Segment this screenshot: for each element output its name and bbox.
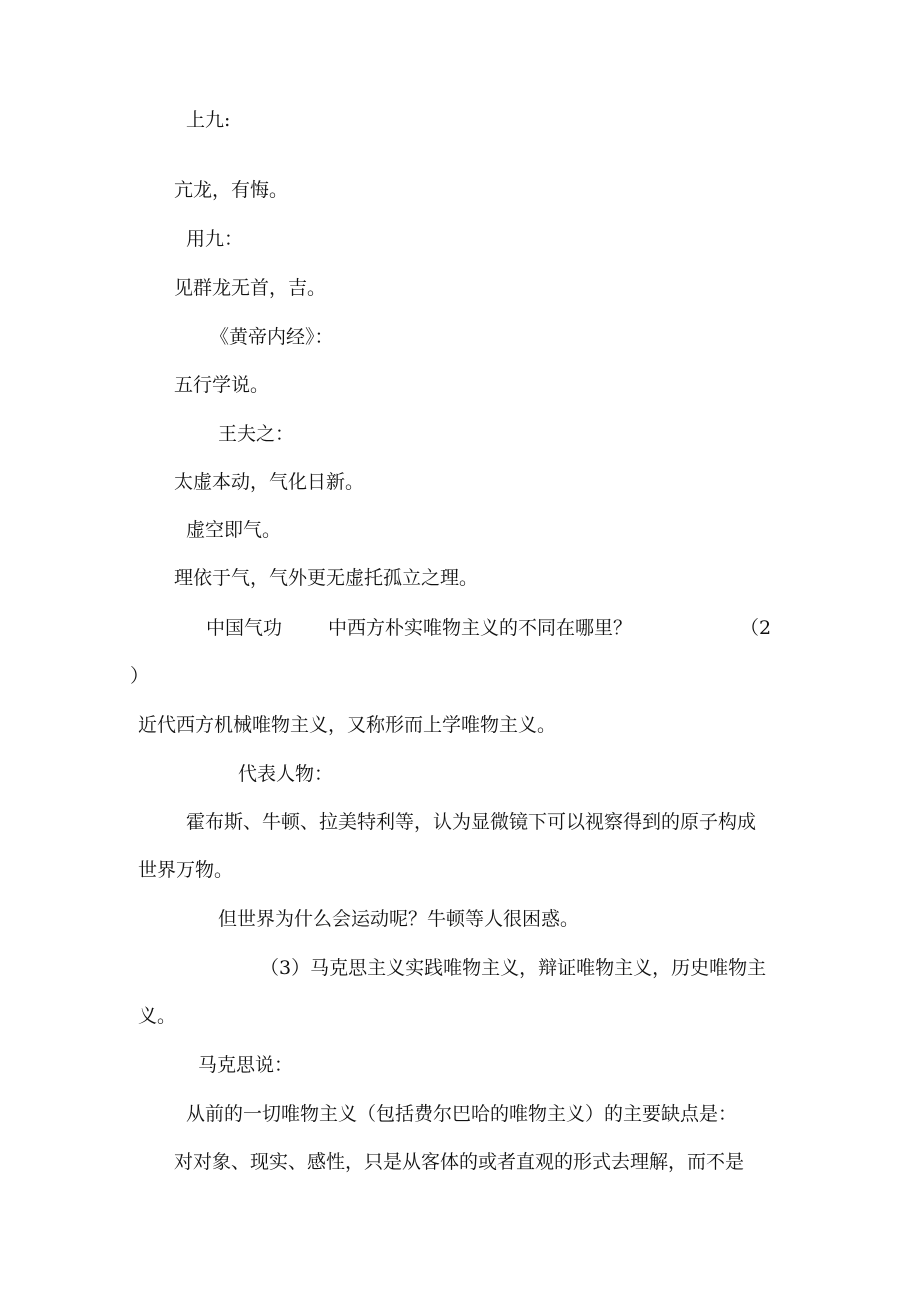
text-line: 上九: (186, 109, 231, 131)
text-line: 马克思说： (198, 1054, 294, 1076)
text-line: （2 (740, 617, 772, 639)
text-line: 理依于气，气外更无虚托孤立之理。 (174, 567, 479, 589)
text-line: 用九： (186, 228, 244, 250)
text-line: 《黄帝内经》： (210, 326, 334, 348)
text-line: 世界万物。 (138, 859, 234, 881)
text-line: 近代西方机械唯物主义，又称形而上学唯物主义。 (138, 714, 557, 736)
text-line: 但世界为什么会运动呢？牛顿等人很困惑。 (218, 908, 580, 930)
text-line: 对对象、现实、感性，只是从客体的或者直观的形式去理解，而不是 (174, 1151, 745, 1173)
text-line: 义。 (138, 1005, 177, 1027)
text-line: 从前的一切唯物主义（包括费尔巴哈的唯物主义）的主要缺点是： (186, 1103, 738, 1125)
text-line: ） (130, 665, 150, 687)
text-line: （3）马克思主义实践唯物主义，辩证唯物主义，历史唯物主 (260, 957, 767, 979)
text-line: 虚空即气。 (186, 519, 282, 541)
text-line: 中西方朴实唯物主义的不同在哪里？ (328, 617, 633, 639)
text-line: 霍布斯、牛顿、拉美特利等，认为显微镜下可以视察得到的原子构成 (186, 811, 757, 833)
text-line: 亢龙，有悔。 (174, 179, 289, 201)
text-line: 太虚本动，气化日新。 (174, 471, 365, 493)
text-line: 王夫之： (218, 423, 295, 445)
text-line: 代表人物： (238, 763, 334, 785)
text-line: 见群龙无首，吉。 (174, 277, 327, 299)
text-line: 中国气功 (206, 617, 283, 639)
text-line: 五行学说。 (174, 374, 270, 396)
